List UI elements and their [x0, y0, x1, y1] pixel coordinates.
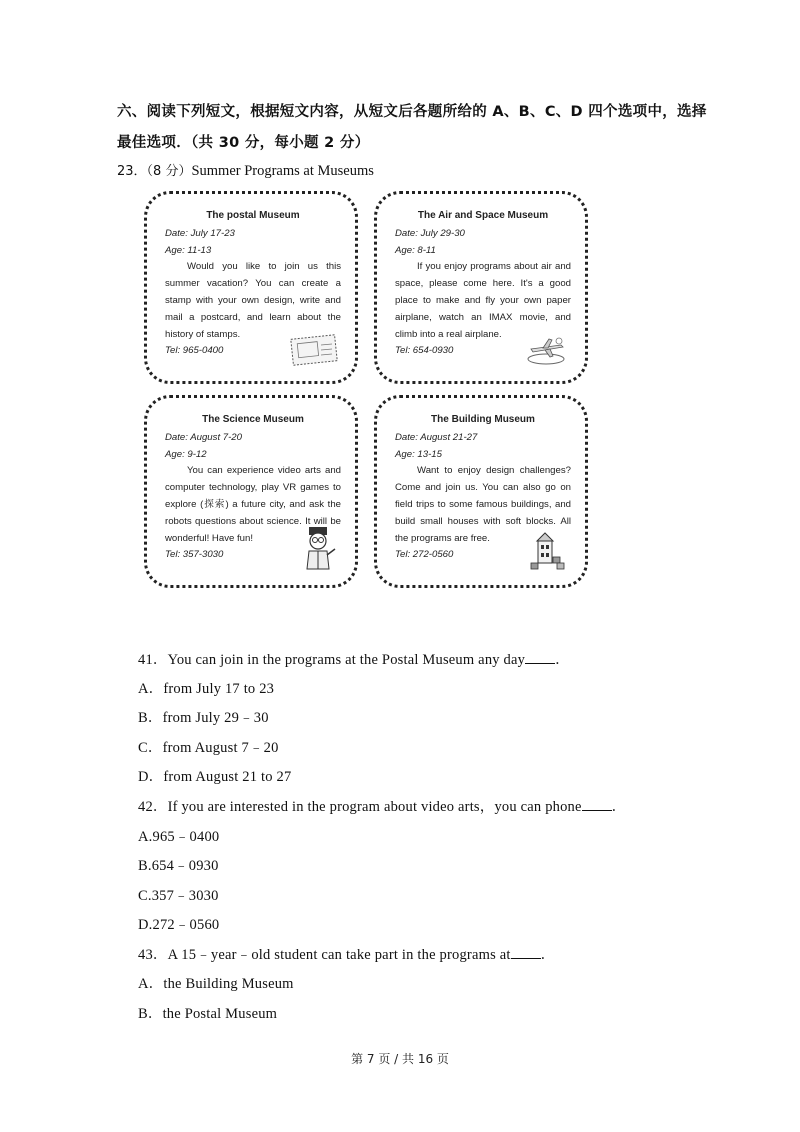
q42-option-a: A.965﹣0400 [138, 829, 220, 845]
passage-points: （8 分） [146, 164, 192, 179]
museum-cards [138, 186, 594, 598]
answer-blank [582, 798, 612, 811]
answer-blank [525, 651, 555, 664]
card-tel: Tel: 272-0560 [395, 549, 454, 561]
section-heading-line2: 最佳选项．（共 30 分，每小题 2 分） [117, 135, 370, 151]
card-age: Age: 13-15 [395, 448, 442, 460]
question-41-text: 41．You can join in the programs at the Postal Museum any day [138, 652, 526, 668]
page-footer: 第 7 页 / 共 16 页 [351, 1052, 449, 1066]
question-42-text: 42．If you are interested in the program about video arts，you can phone [138, 799, 582, 815]
card-date: Date: July 17-23 [165, 227, 235, 239]
q41-option-d: D．from August 21 to 27 [138, 769, 292, 785]
card-body: Would you like to join us this summer vacation? You can create a stamp with your own design, write and mail a postcard, and learn about the history of stamps. [165, 261, 341, 340]
q43-option-b: B．the Postal Museum [138, 1006, 278, 1022]
q41-option-a: A．from July 17 to 23 [138, 681, 275, 697]
card-body: Want to enjoy design challenges? Come and join us. You can also go on field trips to some famous buildings, and build small houses with soft blocks. All the programs are free. [395, 465, 571, 544]
question-43-text: 43．A 15﹣year﹣old student can take part in the programs at [138, 947, 511, 963]
q42-option-c: C.357﹣3030 [138, 888, 219, 904]
question-42 [138, 795, 626, 816]
airplane-icon [523, 335, 569, 367]
question-43 [138, 943, 555, 964]
card-age: Age: 9-12 [165, 448, 207, 460]
card-postal-museum [144, 191, 358, 384]
card-title: The Science Museum [202, 414, 304, 425]
card-title: The postal Museum [206, 210, 300, 221]
card-date: Date: August 7-20 [165, 431, 242, 443]
passage-title: Summer Programs at Museums [191, 163, 374, 179]
card-title: The Building Museum [431, 414, 535, 425]
scientist-icon [299, 525, 339, 571]
question-end-mark: ． [555, 652, 570, 668]
passage-title-line [117, 160, 374, 180]
card-date: Date: August 21-27 [395, 431, 478, 443]
card-air-space-museum [374, 191, 588, 384]
card-tel: Tel: 654-0930 [395, 345, 454, 357]
card-date: Date: July 29-30 [395, 227, 465, 239]
card-body: If you enjoy programs about air and space, please come here. It's a good place to make and fly your own paper airplane, watch an IMAX movie, and climb into a real airplane. [395, 261, 571, 340]
card-tel: Tel: 965-0400 [165, 345, 224, 357]
card-building-museum [374, 395, 588, 588]
q42-option-b: B.654﹣0930 [138, 858, 219, 874]
section-heading-line1: 六、阅读下列短文，根据短文内容，从短文后各题所给的 A、B、C、D 四个选项中，选择 [117, 104, 707, 120]
question-end-mark: ． [611, 799, 627, 815]
q42-option-d: D.272﹣0560 [138, 917, 220, 933]
q41-option-b: B．from July 29﹣30 [138, 710, 269, 726]
building-icon [525, 527, 569, 571]
card-science-museum [144, 395, 358, 588]
passage-number: 23． [117, 164, 147, 179]
answer-blank [511, 946, 541, 959]
card-title: The Air and Space Museum [417, 210, 549, 221]
question-end-mark: ． [540, 947, 556, 963]
card-age: Age: 11-13 [165, 244, 212, 256]
stamp-icon [289, 331, 339, 367]
q41-option-c: C．from August 7﹣20 [138, 740, 279, 756]
card-age: Age: 8-11 [395, 244, 436, 256]
question-41 [138, 648, 570, 669]
card-body: You can experience video arts and computer technology, play VR games to explore (探索) a future city, and ask the robots questions about science. It will be wonderful! Have fun! [165, 465, 341, 544]
card-tel: Tel: 357-3030 [165, 549, 224, 561]
q43-option-a: A．the Building Museum [138, 976, 294, 992]
